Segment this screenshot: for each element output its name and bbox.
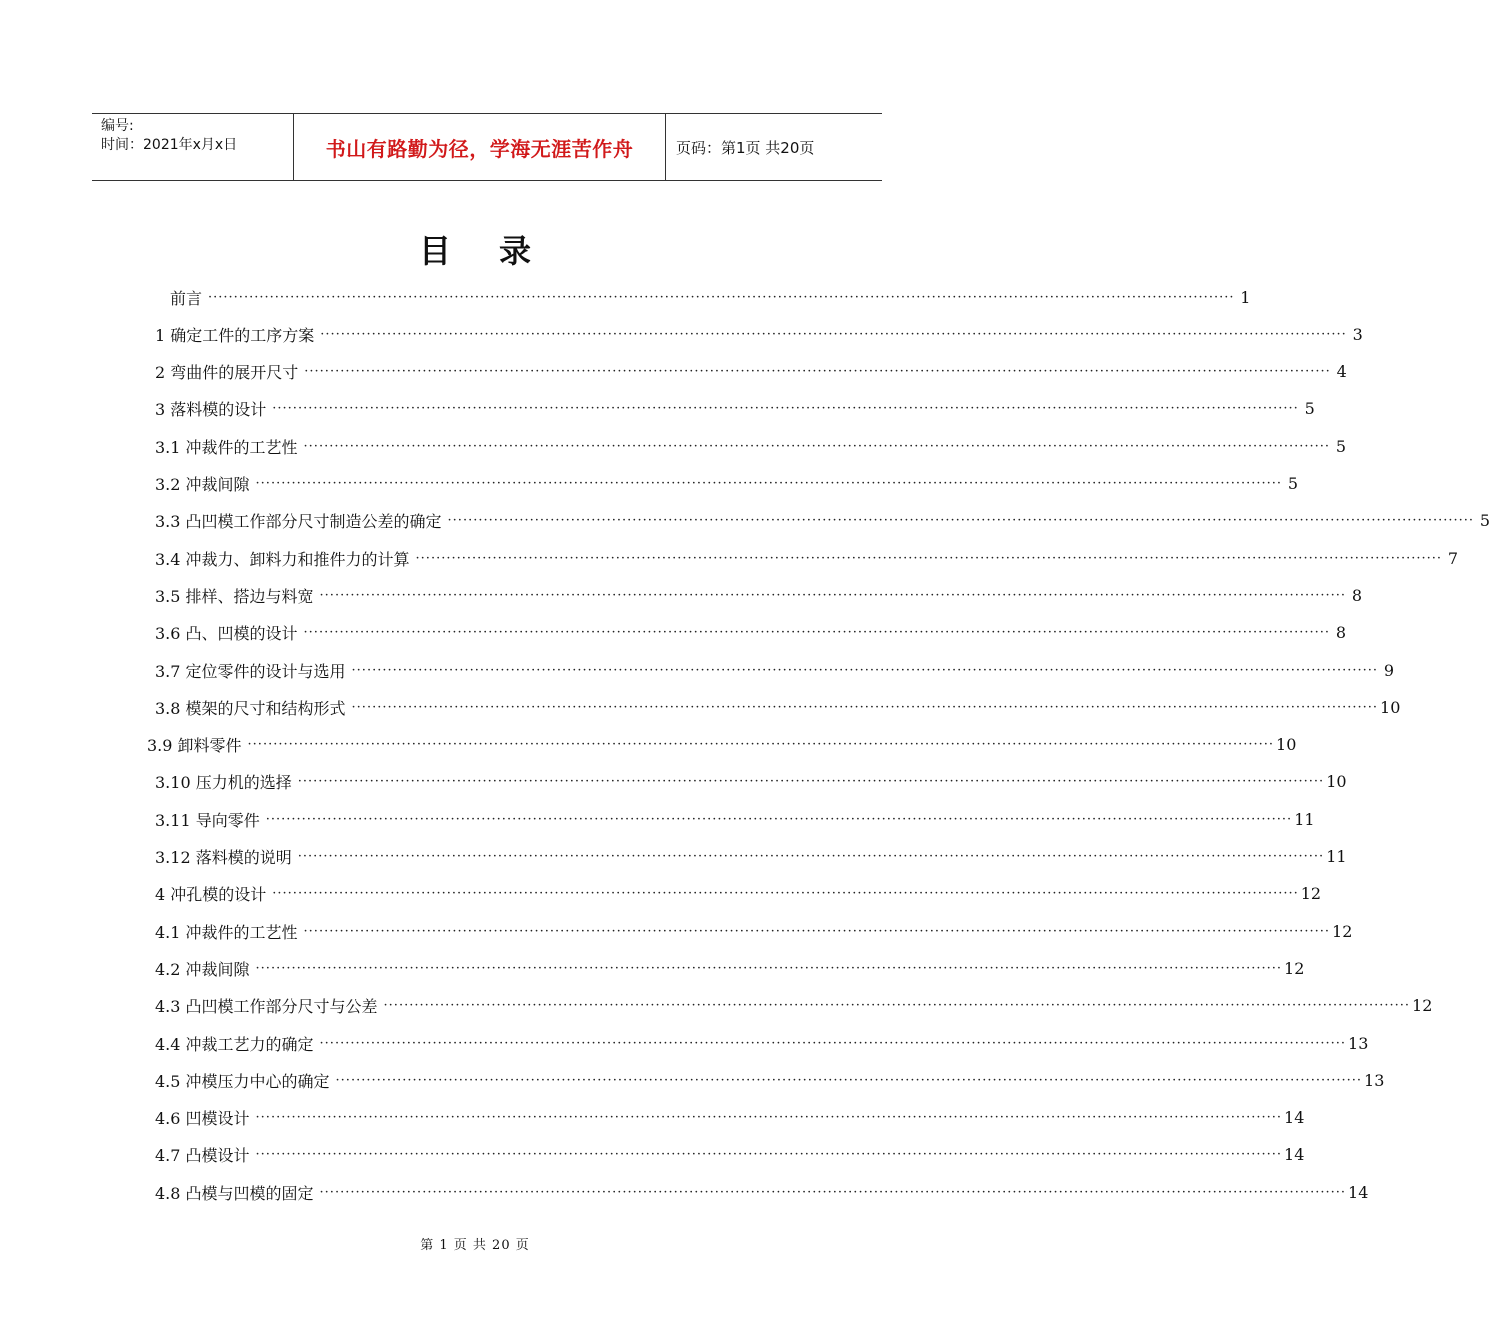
toc-entry[interactable]	[155, 1177, 1369, 1207]
toc-dot-leader: ········································································································································································································	[255, 1147, 1283, 1163]
toc-entry-label: 3.5 排样、搭边与料宽	[155, 586, 314, 606]
toc-dot-leader: ········································································································································································································	[255, 476, 1283, 491]
toc-entry-page: 3	[1352, 324, 1363, 344]
toc-entry-label: 3.12 落料模的说明	[155, 848, 292, 867]
toc-entry-label: 3.1 冲裁件的工艺性	[155, 437, 298, 457]
toc-entry-page: 5	[1287, 474, 1299, 493]
toc-entry-page: 1	[1240, 287, 1251, 307]
toc-dot-leader: ········································································································································································································	[319, 1184, 1347, 1200]
toc-entry-page: 14	[1348, 1182, 1369, 1202]
toc-entry[interactable]	[155, 618, 1347, 648]
toc-entry[interactable]	[170, 282, 1251, 312]
toc-entry-label: 4.7 凸模设计	[155, 1146, 250, 1166]
toc-entry[interactable]	[155, 767, 1347, 797]
toc-dot-leader: ········································································································································································································	[297, 849, 1325, 864]
toc-dot-leader: ········································································································································································································	[447, 513, 1475, 529]
toc-entry-page: 12	[1300, 884, 1322, 904]
toc-dot-leader: ········································································································································································································	[335, 1072, 1363, 1088]
toc-dot-leader: ········································································································································································································	[320, 326, 1347, 342]
toc-entry[interactable]	[155, 692, 1401, 722]
toc-entry[interactable]	[155, 394, 1315, 424]
toc-entry-page: 8	[1351, 585, 1363, 605]
toc-dot-leader: ········································································································································································································	[208, 289, 1235, 305]
toc-dot-leader: ········································································································································································································	[304, 364, 1331, 380]
toc-entry-label: 4.5 冲模压力中心的确定	[155, 1071, 330, 1091]
header-motto: 书山有路勤为径，学海无涯苦作舟	[325, 136, 634, 161]
page-footer: 第 1 页 共 20 页	[420, 1238, 530, 1253]
toc-entry[interactable]	[155, 580, 1363, 610]
page-title: 目录	[418, 232, 579, 270]
toc-entry-label: 3.6 凸、凹模的设计	[155, 624, 298, 644]
toc-dot-leader: ········································································································································································································	[255, 960, 1283, 976]
toc-entry-page: 9	[1383, 660, 1395, 680]
toc-entry-label: 4.2 冲裁间隙	[155, 959, 250, 979]
toc-entry[interactable]	[155, 991, 1433, 1021]
toc-entry[interactable]	[155, 953, 1305, 983]
toc-entry-label: 3.3 凸凹模工作部分尺寸制造公差的确定	[155, 512, 442, 532]
toc-entry[interactable]	[155, 1140, 1305, 1170]
toc-entry-page: 11	[1326, 847, 1347, 866]
toc-dot-leader: ········································································································································································································	[265, 811, 1293, 827]
toc-entry-label: 3.4 冲裁力、卸料力和推件力的计算	[155, 549, 410, 569]
toc-dot-leader: ········································································································································································································	[303, 625, 1331, 641]
toc-entry-page: 13	[1348, 1033, 1369, 1053]
toc-entry-page: 12	[1284, 958, 1305, 978]
toc-entry[interactable]	[155, 357, 1347, 387]
header-page-info: 页码：第1页 共20页	[676, 138, 815, 157]
toc-dot-leader: ········································································································································································································	[319, 1035, 1347, 1051]
toc-entry-label: 前言	[170, 288, 203, 308]
toc-entry-page: 13	[1364, 1070, 1385, 1090]
document-header	[92, 113, 882, 181]
toc-dot-leader: ········································································································································································································	[272, 401, 1299, 417]
toc-entry[interactable]	[155, 543, 1459, 573]
toc-entry-page: 5	[1304, 399, 1315, 419]
toc-entry-page: 10	[1380, 697, 1401, 717]
toc-entry[interactable]	[155, 1065, 1385, 1095]
toc-entry-label: 2 弯曲件的展开尺寸	[155, 363, 299, 383]
toc-dot-leader: ········································································································································································································	[415, 550, 1443, 566]
toc-entry[interactable]	[155, 655, 1395, 685]
toc-entry[interactable]	[155, 469, 1299, 499]
toc-entry-label: 4 冲孔模的设计	[155, 885, 267, 905]
toc-entry[interactable]	[155, 431, 1347, 461]
toc-dot-leader: ········································································································································································································	[247, 737, 1275, 753]
toc-entry[interactable]	[155, 842, 1347, 872]
toc-entry-label: 3.9 卸料零件	[147, 736, 242, 756]
toc-entry-label: 4.1 冲裁件的工艺性	[155, 922, 298, 942]
toc-entry-label: 3.8 模架的尺寸和结构形式	[155, 698, 346, 718]
toc-entry-page: 10	[1276, 735, 1297, 755]
toc-entry-page: 14	[1284, 1108, 1305, 1128]
toc-dot-leader: ········································································································································································································	[272, 886, 1299, 902]
toc-entry[interactable]	[155, 804, 1315, 834]
toc-entry-label: 3.7 定位零件的设计与选用	[155, 661, 346, 681]
toc-entry-label: 4.3 凸凹模工作部分尺寸与公差	[155, 997, 378, 1017]
toc-entry-label: 1 确定工件的工序方案	[155, 325, 315, 345]
toc-entry[interactable]	[155, 916, 1353, 946]
toc-entry-page: 11	[1294, 809, 1315, 829]
toc-entry[interactable]	[155, 1103, 1305, 1133]
header-meta	[92, 114, 293, 180]
toc-entry-page: 4	[1336, 362, 1347, 382]
toc-dot-leader: ········································································································································································································	[351, 699, 1379, 715]
toc-dot-leader: ········································································································································································································	[319, 587, 1347, 603]
toc-entry[interactable]	[147, 730, 1297, 760]
toc-dot-leader: ········································································································································································································	[255, 1110, 1283, 1126]
toc-entry-page: 5	[1479, 511, 1490, 531]
toc-entry-page: 8	[1335, 623, 1347, 643]
toc-entry[interactable]	[155, 319, 1363, 349]
toc-dot-leader: ········································································································································································································	[383, 998, 1411, 1014]
toc-entry-label: 3.2 冲裁间隙	[155, 475, 250, 494]
toc-entry-page: 7	[1447, 548, 1459, 568]
toc-entry[interactable]	[155, 506, 1490, 536]
toc-entry-label: 3 落料模的设计	[155, 400, 267, 420]
toc-entry-label: 4.6 凹模设计	[155, 1109, 250, 1129]
toc-entry-page: 12	[1332, 921, 1353, 941]
header-number: 编号:	[101, 118, 134, 134]
header-motto-cell	[293, 114, 666, 180]
toc-dot-leader: ········································································································································································································	[303, 923, 1331, 939]
toc-entry-label: 3.11 导向零件	[155, 810, 260, 830]
toc-entry[interactable]	[155, 1028, 1369, 1058]
toc-entry-label: 4.4 冲裁工艺力的确定	[155, 1034, 314, 1054]
toc-dot-leader: ········································································································································································································	[351, 662, 1379, 678]
toc-entry-page: 5	[1335, 436, 1347, 456]
toc-dot-leader: ········································································································································································································	[297, 774, 1325, 790]
toc-entry-label: 4.8 凸模与凹模的固定	[155, 1183, 314, 1203]
toc-entry-page: 14	[1284, 1145, 1305, 1165]
toc-entry-page: 10	[1326, 772, 1347, 792]
header-time: 时间：2021年x月x日	[101, 137, 238, 153]
toc-entry-label: 3.10 压力机的选择	[155, 773, 292, 793]
toc-dot-leader: ········································································································································································································	[303, 438, 1331, 454]
toc-entry-page: 12	[1412, 996, 1433, 1016]
toc-entry[interactable]	[155, 879, 1322, 909]
